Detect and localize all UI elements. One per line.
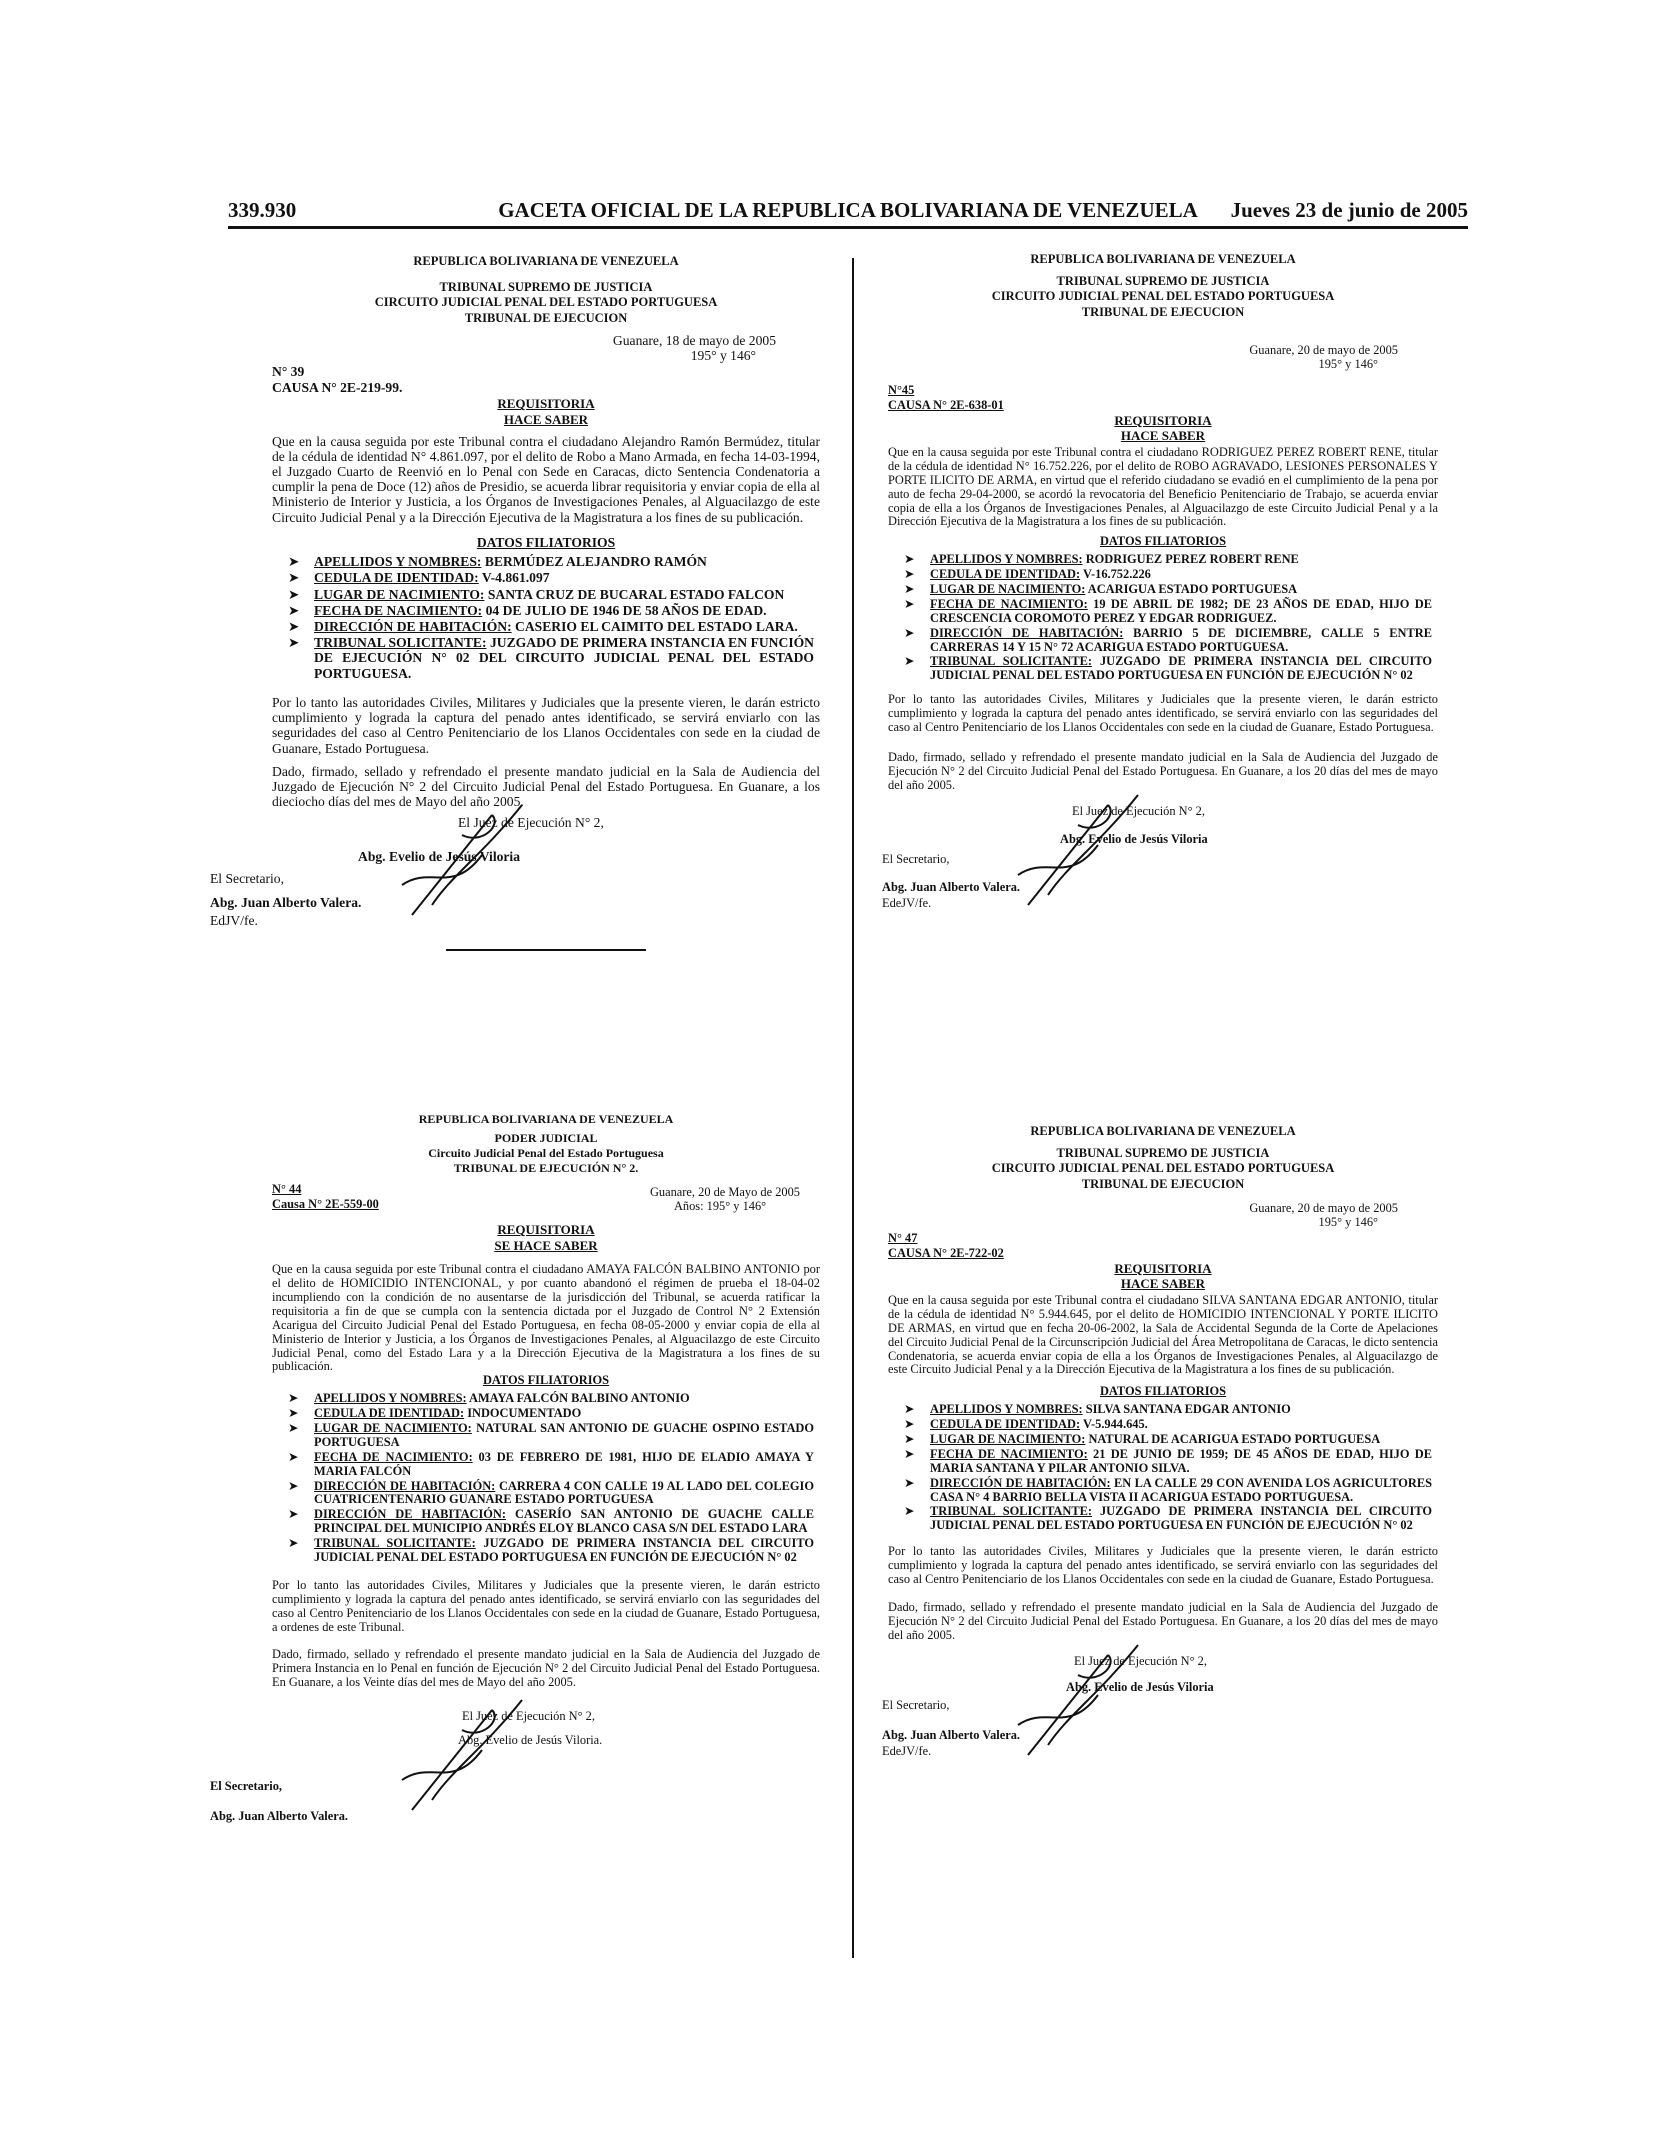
- heading-line: REPUBLICA BOLIVARIANA DE VENEZUELA: [1030, 252, 1296, 266]
- notice-body: Que en la causa seguida por este Tribunal contra el ciudadano AMAYA FALCÓN BALBINO ANTONIO por el delito de HOMICIDIO INTENCIONAL, y por cuanto abandonó el régimen de prueba el 18-04-02 incumpliendo con la condición de no ausentarse de la jurisdicción del Tribunal, se acuerda ratificar la requisitoria a fin de que se cumpla con la sentencia dictada por el Juzgado de Control N° 2 Extensión Acarigua del Circuito Judicial Penal del Estado Portuguesa, en fecha 08-05-2000 y enviar copia de ella al Ministerio de Interior y Justicia, a los Órganos de Investigaciones Penales, al Alguacilazgo de este Circuito Judicial Penal, como del Estado Lara y a la Dirección Ejecutiva de la Magistratura a los fines de su publicación.: [272, 1262, 820, 1374]
- notice-heading: [888, 1124, 1438, 1193]
- datos-list: [888, 553, 1438, 683]
- datos-item: [314, 1480, 814, 1508]
- datos-value: V-4.861.097: [478, 570, 550, 586]
- datos-value: 04 DE JULIO DE 1946 DE 58 AÑOS DE EDAD.: [482, 602, 767, 618]
- datos-key: APELLIDOS Y NOMBRES:: [930, 552, 1083, 567]
- place-date: [272, 333, 820, 364]
- judge-role: El Juez de Ejecución N° 2,: [1072, 803, 1205, 818]
- datos-value: CASERIO EL CAIMITO DEL ESTADO LARA.: [511, 618, 798, 634]
- notice-number: N°45: [888, 383, 915, 398]
- heading-line: TRIBUNAL SUPREMO DE JUSTICIA: [439, 279, 653, 294]
- datos-value: BERMÚDEZ ALEJANDRO RAMÓN: [481, 554, 707, 570]
- column-divider: [852, 258, 854, 1958]
- datos-item: [314, 1451, 814, 1479]
- datos-key: LUGAR DE NACIMIENTO:: [930, 581, 1086, 596]
- secretary-name: Abg. Juan Alberto Valera.: [210, 1809, 349, 1824]
- datos-key: TRIBUNAL SOLICITANTE:: [314, 1536, 476, 1551]
- case-number: [888, 1231, 1438, 1261]
- notice-number: N° 47: [888, 1231, 918, 1246]
- number-place-row: [272, 1182, 820, 1222]
- datos-value: 19 DE ABRIL DE 1982; DE 23 AÑOS DE EDAD, HIJO DE CRESCENCIA COROMOTO PEREZ Y EDGAR RODRIGUEZ.: [930, 596, 1433, 625]
- notice-heading: [272, 1112, 820, 1176]
- secretary-role: El Secretario,: [882, 1697, 950, 1712]
- place-date: [650, 1186, 800, 1214]
- datos-item: [930, 598, 1432, 626]
- notice-subtitle: HACE SABER: [503, 411, 589, 427]
- separator: [446, 949, 646, 951]
- page-header: [228, 198, 1468, 228]
- datos-item: [314, 587, 814, 602]
- heading-line: TRIBUNAL SUPREMO DE JUSTICIA: [1056, 1145, 1270, 1160]
- datos-value: JUZGADO DE PRIMERA INSTANCIA DEL CIRCUITO JUDICIAL PENAL DEL ESTADO PORTUGUESA EN FUNCIÓN DE EJECUCIÓN N° 02: [930, 1504, 1432, 1533]
- notice-title: REQUISITORIA: [1114, 412, 1212, 428]
- datos-key: DIRECCIÓN DE HABITACIÓN:: [930, 1475, 1111, 1490]
- datos-item: [930, 627, 1432, 655]
- datos-key: FECHA DE NACIMIENTO:: [930, 596, 1088, 611]
- notice-subtitle: HACE SABER: [1120, 1276, 1206, 1292]
- datos-key: DIRECCIÓN DE HABITACIÓN:: [314, 1507, 506, 1522]
- datos-value: SILVA SANTANA EDGAR ANTONIO: [1082, 1402, 1291, 1417]
- datos-item: [930, 655, 1432, 683]
- heading-line: REPUBLICA BOLIVARIANA DE VENEZUELA: [413, 254, 679, 268]
- datos-title: DATOS FILIATORIOS: [1099, 534, 1227, 549]
- years-line: 195° y 146°: [1318, 1214, 1378, 1229]
- heading-line: PODER JUDICIAL: [494, 1131, 598, 1145]
- closing-paragraph: Por lo tanto las autoridades Civiles, Militares y Judiciales que la presente vieren, le darán estricto cumplimiento y lograda la captura del penado antes identificado, se servirá enviarlo con las seguridades del caso al Centro Penitenciario de los Llanos Occidentales con sede en la ciudad de Guanare, Estado Portuguesa.: [888, 1544, 1438, 1586]
- secretary-role: El Secretario,: [210, 871, 284, 887]
- datos-item: [930, 1477, 1432, 1505]
- notice-subtitle: SE HACE SABER: [494, 1237, 598, 1253]
- signature-block: [210, 815, 820, 935]
- page-number: 339.930: [228, 198, 297, 222]
- datos-value: ACARIGUA ESTADO PORTUGUESA: [1085, 581, 1298, 596]
- datos-key: CEDULA DE IDENTIDAD:: [314, 1406, 465, 1421]
- datos-item: [930, 1433, 1432, 1447]
- heading-line: TRIBUNAL DE EJECUCION: [1081, 304, 1245, 319]
- datos-item: [930, 1418, 1432, 1432]
- notice: [210, 254, 820, 965]
- signature-block: [882, 1653, 1438, 1775]
- heading-line: CIRCUITO JUDICIAL PENAL DEL ESTADO PORTUGUESA: [374, 295, 718, 310]
- datos-value: V-5.944.645.: [1080, 1417, 1148, 1432]
- datos-key: TRIBUNAL SOLICITANTE:: [930, 1504, 1092, 1519]
- datos-title: DATOS FILIATORIOS: [482, 1373, 610, 1388]
- datos-item: [314, 1537, 814, 1565]
- datos-key: LUGAR DE NACIMIENTO:: [314, 1420, 472, 1435]
- secretary-role: El Secretario,: [882, 851, 950, 866]
- notice: [882, 1124, 1438, 1775]
- notice-title: REQUISITORIA: [497, 1222, 595, 1237]
- judge-name: Abg. Evelio de Jesús Viloria: [1066, 1679, 1214, 1694]
- datos-key: DIRECCIÓN DE HABITACIÓN:: [314, 1478, 496, 1493]
- datos-value: 03 DE FEBRERO DE 1981, HIJO DE ELADIO AMAYA Y MARIA FALCÓN: [314, 1449, 814, 1478]
- closing-paragraph: Por lo tanto las autoridades Civiles, Militares y Judiciales que la presente vieren, le darán estricto cumplimiento y lograda la captura del penado antes identificado, se servirá enviarlo con las seguridades del caso al Centro Penitenciario de los Llanos Occidentales con sede en la ciudad de Guanare, Estado Portuguesa.: [272, 694, 820, 756]
- datos-item: [930, 583, 1432, 597]
- datos-key: FECHA DE NACIMIENTO:: [314, 1449, 473, 1464]
- secretary-role: El Secretario,: [210, 1779, 283, 1794]
- datos-item: [314, 635, 814, 681]
- datos-key: FECHA DE NACIMIENTO:: [314, 602, 483, 618]
- datos-title: DATOS FILIATORIOS: [476, 534, 616, 550]
- datos-item: [314, 1508, 814, 1536]
- case-id: CAUSA N° 2E-219-99.: [272, 380, 403, 396]
- judge-name: Abg. Evelio de Jesús Viloria: [1060, 831, 1208, 846]
- datos-value: 21 DE JUNIO DE 1959; DE 45 AÑOS DE EDAD, HIJO DE MARIA SANTANA Y PILAR ANTONIO SILVA.: [930, 1446, 1432, 1475]
- case-number: [888, 383, 1438, 413]
- header-rule: [228, 226, 1468, 229]
- datos-value: NATURAL DE ACARIGUA ESTADO PORTUGUESA: [1085, 1431, 1381, 1446]
- gazette-title: GACETA OFICIAL DE LA REPUBLICA BOLIVARIANA DE VENEZUELA: [498, 198, 1198, 222]
- datos-value: BARRIO 5 DE DICIEMBRE, CALLE 5 ENTRE CARRERAS 14 Y 15 N° 72 ACARIGUA ESTADO PORTUGUESA.: [930, 625, 1432, 654]
- datos-key: CEDULA DE IDENTIDAD:: [314, 570, 479, 586]
- datos-value: JUZGADO DE PRIMERA INSTANCIA DEL CIRCUITO JUDICIAL PENAL DEL ESTADO PORTUGUESA EN FUNCIÓN DE EJECUCIÓN N° 02: [930, 654, 1432, 683]
- datos-key: APELLIDOS Y NOMBRES:: [930, 1402, 1083, 1417]
- heading-line: TRIBUNAL SUPREMO DE JUSTICIA: [1056, 273, 1270, 288]
- years-line: 195° y 146°: [1318, 356, 1378, 371]
- signature-block: [210, 1709, 820, 1830]
- issue-date: Jueves 23 de junio de 2005: [1230, 198, 1468, 222]
- notice-title: REQUISITORIA: [497, 396, 595, 412]
- closing-paragraph: Dado, firmado, sellado y refrendado el presente mandato judicial en la Sala de Audiencia del Juzgado de Primera Instancia en lo Penal en función de Ejecución N° 2 del Circuito Judicial Penal del Estado Portuguesa. En Guanare, a los Veinte días del mes de Mayo del año 2005.: [272, 1647, 820, 1690]
- datos-list: [272, 554, 820, 681]
- datos-value: INDOCUMENTADO: [464, 1406, 582, 1421]
- datos-key: APELLIDOS Y NOMBRES:: [314, 554, 482, 570]
- place-line: Guanare, 18 de mayo de 2005: [612, 332, 776, 348]
- notice: [882, 252, 1438, 925]
- place-line: Guanare, 20 de Mayo de 2005: [649, 1185, 800, 1199]
- datos-item: [314, 1422, 814, 1450]
- datos-value: JUZGADO DE PRIMERA INSTANCIA DEL CIRCUITO JUDICIAL PENAL DEL ESTADO PORTUGUESA EN FUNCIÓN DE EJECUCIÓN N° 02: [314, 1536, 814, 1564]
- datos-value: AMAYA FALCÓN BALBINO ANTONIO: [466, 1391, 690, 1406]
- place-line: Guanare, 20 de mayo de 2005: [1249, 342, 1398, 357]
- heading-line: TRIBUNAL DE EJECUCION: [1081, 1176, 1245, 1191]
- notice-body: Que en la causa seguida por este Tribunal contra el ciudadano RODRIGUEZ PEREZ ROBERT RENE, titular de la cédula de identidad N° 16.752.226, por el delito de ROBO AGRAVADO, LESIONES PERSONALES Y PORTE ILICITO DE ARMA, en virtud que el referido ciudadano se evadió en el cumplimiento de la pena por auto de fecha 29-04-2000, se acordó la revocatoria del Beneficio Penitenciario de Trabajo, se acuerda enviar copia de ella a los Órganos de Investigaciones Penales, al Alguacilazgo de este Circuito Judicial Penal y a la Dirección Ejecutiva de la Magistratura a los fines de su publicación.: [888, 444, 1438, 529]
- case-number: [272, 1182, 379, 1212]
- case-number: [272, 364, 820, 397]
- heading-line: CIRCUITO JUDICIAL PENAL DEL ESTADO PORTUGUESA: [991, 289, 1335, 304]
- heading-line: REPUBLICA BOLIVARIANA DE VENEZUELA: [418, 1112, 674, 1126]
- datos-key: FECHA DE NACIMIENTO:: [930, 1446, 1088, 1461]
- judge-role: El Juez de Ejecución N° 2,: [458, 815, 604, 831]
- initials: EdJV/fe.: [210, 913, 258, 929]
- closing-paragraph: Por lo tanto las autoridades Civiles, Militares y Judiciales que la presente vieren, le darán estricto cumplimiento y lograda la captura del penado antes identificado, se servirá enviarlo con las seguridades del caso al Centro Penitenciario de los Llanos Occidentales con sede en la ciudad de Guanare, Estado Portuguesa.: [888, 692, 1438, 734]
- datos-title: DATOS FILIATORIOS: [1099, 1384, 1227, 1399]
- heading-line: CIRCUITO JUDICIAL PENAL DEL ESTADO PORTUGUESA: [991, 1161, 1335, 1176]
- notice-body: Que en la causa seguida por este Tribunal contra el ciudadano SILVA SANTANA EDGAR ANTONIO, titular de la cédula de identidad N° 5.944.645, por el delito de HOMICIDIO INTENCIONAL Y PORTE ILICITO DE ARMAS, en virtud que en fecha 20-06-2002, la Sala de Accidental Segunda de la Corte de Apelaciones del Circuito Judicial Penal de la Circunscripción Judicial del Área Metropolitana de Caracas, le dicto sentencia Condenatoria, se acuerda enviar copia de ella a los Órganos de Investigaciones Penales, al Alguacilazgo de este Circuito Judicial Penal y a la Dirección Ejecutiva de la Magistratura a los fines de su publicación.: [888, 1292, 1438, 1377]
- datos-item: [314, 570, 814, 585]
- datos-list: [272, 1392, 820, 1565]
- datos-value: SANTA CRUZ DE BUCARAL ESTADO FALCON: [484, 586, 785, 602]
- place-date: [888, 343, 1438, 372]
- datos-item: [930, 553, 1432, 567]
- datos-item: [930, 568, 1432, 582]
- datos-item: [930, 1448, 1432, 1476]
- datos-value: RODRIGUEZ PEREZ ROBERT RENE: [1082, 552, 1299, 567]
- case-id: Causa N° 2E-559-00: [272, 1196, 379, 1211]
- judge-role: El Juez de Ejecución N° 2,: [1074, 1653, 1207, 1668]
- notice: [210, 1112, 820, 1830]
- notice-heading: [888, 252, 1438, 321]
- datos-key: APELLIDOS Y NOMBRES:: [314, 1391, 467, 1406]
- initials: EdeJV/fe.: [882, 895, 932, 910]
- case-id: CAUSA N° 2E-722-02: [888, 1245, 1004, 1260]
- judge-name: Abg. Evelio de Jesús Viloria.: [458, 1733, 603, 1748]
- initials: EdeJV/fe.: [882, 1743, 932, 1758]
- notice-number: N° 44: [272, 1182, 302, 1196]
- heading-line: TRIBUNAL DE EJECUCIÓN N° 2.: [453, 1161, 639, 1175]
- closing-paragraph: Por lo tanto las autoridades Civiles, Militares y Judiciales que la presente vieren, le darán estricto cumplimiento y lograda la captura del penado antes identificado, se servirá enviarlo con las seguridades del caso al Centro Penitenciario de los Llanos Occidentales con sede en la ciudad de Guanare, Estado Portuguesa, a ordenes de este Tribunal.: [272, 1577, 820, 1634]
- heading-line: Circuito Judicial Penal del Estado Portuguesa: [428, 1146, 664, 1160]
- datos-item: [314, 619, 814, 634]
- datos-key: DIRECCIÓN DE HABITACIÓN:: [930, 625, 1124, 640]
- heading-line: REPUBLICA BOLIVARIANA DE VENEZUELA: [1030, 1124, 1296, 1138]
- years-line: Años: 195° y 146°: [673, 1198, 767, 1213]
- secretary-name: Abg. Juan Alberto Valera.: [882, 879, 1021, 894]
- datos-key: LUGAR DE NACIMIENTO:: [314, 586, 485, 602]
- datos-value: JUZGADO DE PRIMERA INSTANCIA EN FUNCIÓN DE EJECUCIÓN N° 02 DEL CIRCUITO JUDICIAL PENAL DEL ESTADO PORTUGUESA.: [314, 635, 815, 681]
- datos-item: [930, 1403, 1432, 1417]
- notice-subtitle: HACE SABER: [1120, 428, 1206, 444]
- datos-value: CARRERA 4 CON CALLE 19 AL LADO DEL COLEGIO CUATRICENTENARIO GUANARE ESTADO PORTUGUESA: [314, 1478, 814, 1507]
- notice-number: N° 39: [272, 363, 305, 379]
- datos-value: EN LA CALLE 29 CON AVENIDA LOS AGRICULTORES CASA N° 4 BARRIO BELLA VISTA II ACARIGUA ESTADO PORTUGUESA.: [930, 1475, 1432, 1504]
- datos-value: CASERÍO SAN ANTONIO DE GUACHE CALLE PRINCIPAL DEL MUNICIPIO ANDRÉS ELOY BLANCO CASA S/N DEL ESTADO LARA: [314, 1507, 814, 1536]
- years-line: 195° y 146°: [690, 348, 756, 364]
- datos-item: [314, 1392, 814, 1406]
- datos-item: [930, 1505, 1432, 1533]
- datos-key: CEDULA DE IDENTIDAD:: [930, 1417, 1081, 1432]
- datos-item: [314, 554, 814, 569]
- datos-item: [314, 603, 814, 618]
- heading-line: TRIBUNAL DE EJECUCION: [464, 310, 628, 325]
- datos-key: TRIBUNAL SOLICITANTE:: [930, 654, 1092, 669]
- signature-block: [882, 803, 1438, 925]
- datos-value: V-16.752.226: [1080, 567, 1151, 582]
- secretary-name: Abg. Juan Alberto Valera.: [882, 1727, 1021, 1742]
- secretary-name: Abg. Juan Alberto Valera.: [210, 895, 362, 911]
- notice-heading: [272, 254, 820, 327]
- closing-paragraph: Dado, firmado, sellado y refrendado el presente mandato judicial en la Sala de Audiencia del Juzgado de Ejecución N° 2 del Circuito Judicial Penal del Estado Portuguesa. En Guanare, a los 20 días del mes de mayo del año 2005.: [888, 749, 1438, 792]
- closing-paragraph: Dado, firmado, sellado y refrendado el presente mandato judicial en la Sala de Audiencia del Juzgado de Ejecución N° 2 del Circuito Judicial Penal del Estado Portuguesa. En Guanare, a los 20 días del mes de mayo del año 2005.: [888, 1599, 1438, 1642]
- datos-key: TRIBUNAL SOLICITANTE:: [314, 635, 487, 651]
- place-date: [888, 1201, 1438, 1230]
- place-line: Guanare, 20 de mayo de 2005: [1249, 1200, 1398, 1215]
- judge-role: El Juez de Ejecución N° 2,: [462, 1709, 595, 1724]
- datos-value: NATURAL SAN ANTONIO DE GUACHE OSPINO ESTADO PORTUGUESA: [314, 1420, 815, 1449]
- datos-key: DIRECCIÓN DE HABITACIÓN:: [314, 618, 512, 634]
- datos-key: CEDULA DE IDENTIDAD:: [930, 567, 1081, 582]
- judge-name: Abg. Evelio de Jesús Viloria: [358, 849, 521, 865]
- datos-key: LUGAR DE NACIMIENTO:: [930, 1431, 1086, 1446]
- notice-body: Que en la causa seguida por este Tribunal contra el ciudadano Alejandro Ramón Bermúdez, titular de la cédula de identidad N° 4.861.097, por el delito de Robo a Mano Armada, en fecha 14-03-1994, el Juzgado Cuarto de Reenvió en lo Penal con Sede en Caracas, dicto Sentencia Condenatoria a cumplir la pena de Doce (12) años de Presidio, se acuerda librar requisitoria y enviar copia de ella al Ministerio de Interior y Justicia, a los Órganos de Investigaciones Penales, al Alguacilazgo de este Circuito Judicial Penal y a la Dirección Ejecutiva de la Magistratura a los fines de su publicación.: [272, 433, 820, 525]
- closing-paragraph: Dado, firmado, sellado y refrendado el presente mandato judicial en la Sala de Audiencia del Juzgado de Ejecución N° 2 del Circuito Judicial Penal del Estado Portuguesa. En Guanare, a los dieciocho días del mes de Mayo del año 2005.: [272, 763, 820, 810]
- notice-title: REQUISITORIA: [1114, 1260, 1212, 1276]
- case-id: CAUSA N° 2E-638-01: [888, 397, 1004, 412]
- datos-list: [888, 1403, 1438, 1533]
- datos-item: [314, 1407, 814, 1421]
